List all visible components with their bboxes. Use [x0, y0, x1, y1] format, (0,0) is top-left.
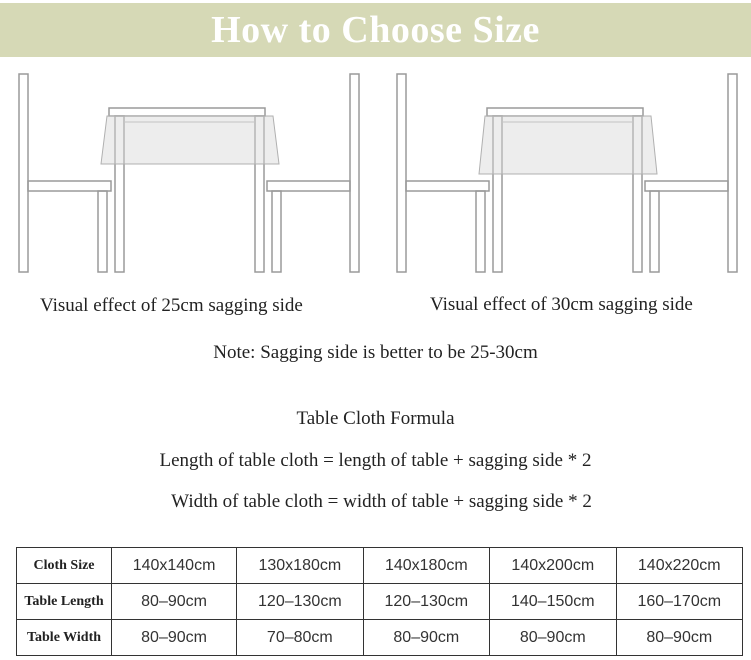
- left-chair-seat: [28, 181, 111, 191]
- left-chair-back: [397, 74, 406, 272]
- table-row: [17, 548, 743, 584]
- table-cell: 80–90cm: [112, 584, 237, 620]
- caption-30cm: Visual effect of 30cm sagging side: [430, 294, 693, 315]
- width-formula: Width of table cloth = width of table + sagging side * 2: [171, 491, 592, 512]
- table-cell: 80–90cm: [112, 620, 237, 656]
- right-chair-seat: [645, 181, 728, 191]
- table-cell: 130x180cm: [237, 548, 363, 584]
- left-chair-seat: [406, 181, 489, 191]
- table-cell: 80–90cm: [490, 620, 616, 656]
- length-formula: Length of table cloth = length of table + sagging side * 2: [159, 450, 592, 471]
- formula-title: Table Cloth Formula: [296, 408, 455, 429]
- row-label-cloth-size: Cloth Size: [17, 548, 112, 584]
- table-cell: 140x180cm: [363, 548, 489, 584]
- illustration-30cm: [392, 66, 742, 281]
- table-cell: 140x200cm: [490, 548, 616, 584]
- tablecloth: [101, 116, 279, 164]
- caption-25cm: Visual effect of 25cm sagging side: [40, 295, 303, 316]
- table-cell: 70–80cm: [237, 620, 363, 656]
- size-table: [16, 547, 743, 656]
- table-cell: 120–130cm: [237, 584, 363, 620]
- row-label-table-width: Table Width: [17, 620, 112, 656]
- table-row: [17, 620, 743, 656]
- table-chairs-30cm-drawing: [392, 66, 742, 281]
- right-chair-back: [728, 74, 737, 272]
- table-chairs-25cm-drawing: [14, 66, 364, 281]
- right-chair-back: [350, 74, 359, 272]
- table-top: [487, 108, 643, 116]
- table-cell: 120–130cm: [363, 584, 489, 620]
- header-banner: [0, 3, 751, 57]
- illustration-25cm: [14, 66, 364, 281]
- left-chair-leg: [98, 191, 107, 272]
- right-chair-leg: [650, 191, 659, 272]
- right-chair-leg: [272, 191, 281, 272]
- page-title: How to Choose Size: [211, 9, 540, 51]
- table-top: [109, 108, 265, 116]
- table-cell: 160–170cm: [616, 584, 742, 620]
- table-cell: 80–90cm: [616, 620, 742, 656]
- tablecloth: [479, 116, 657, 174]
- sagging-note: Note: Sagging side is better to be 25-30cm: [213, 342, 538, 363]
- table-cell: 140–150cm: [490, 584, 616, 620]
- left-chair-back: [19, 74, 28, 272]
- table-cell: 140x140cm: [112, 548, 237, 584]
- table-cell: 140x220cm: [616, 548, 742, 584]
- row-label-table-length: Table Length: [17, 584, 112, 620]
- table-cell: 80–90cm: [363, 620, 489, 656]
- left-chair-leg: [476, 191, 485, 272]
- right-chair-seat: [267, 181, 350, 191]
- table-row: [17, 584, 743, 620]
